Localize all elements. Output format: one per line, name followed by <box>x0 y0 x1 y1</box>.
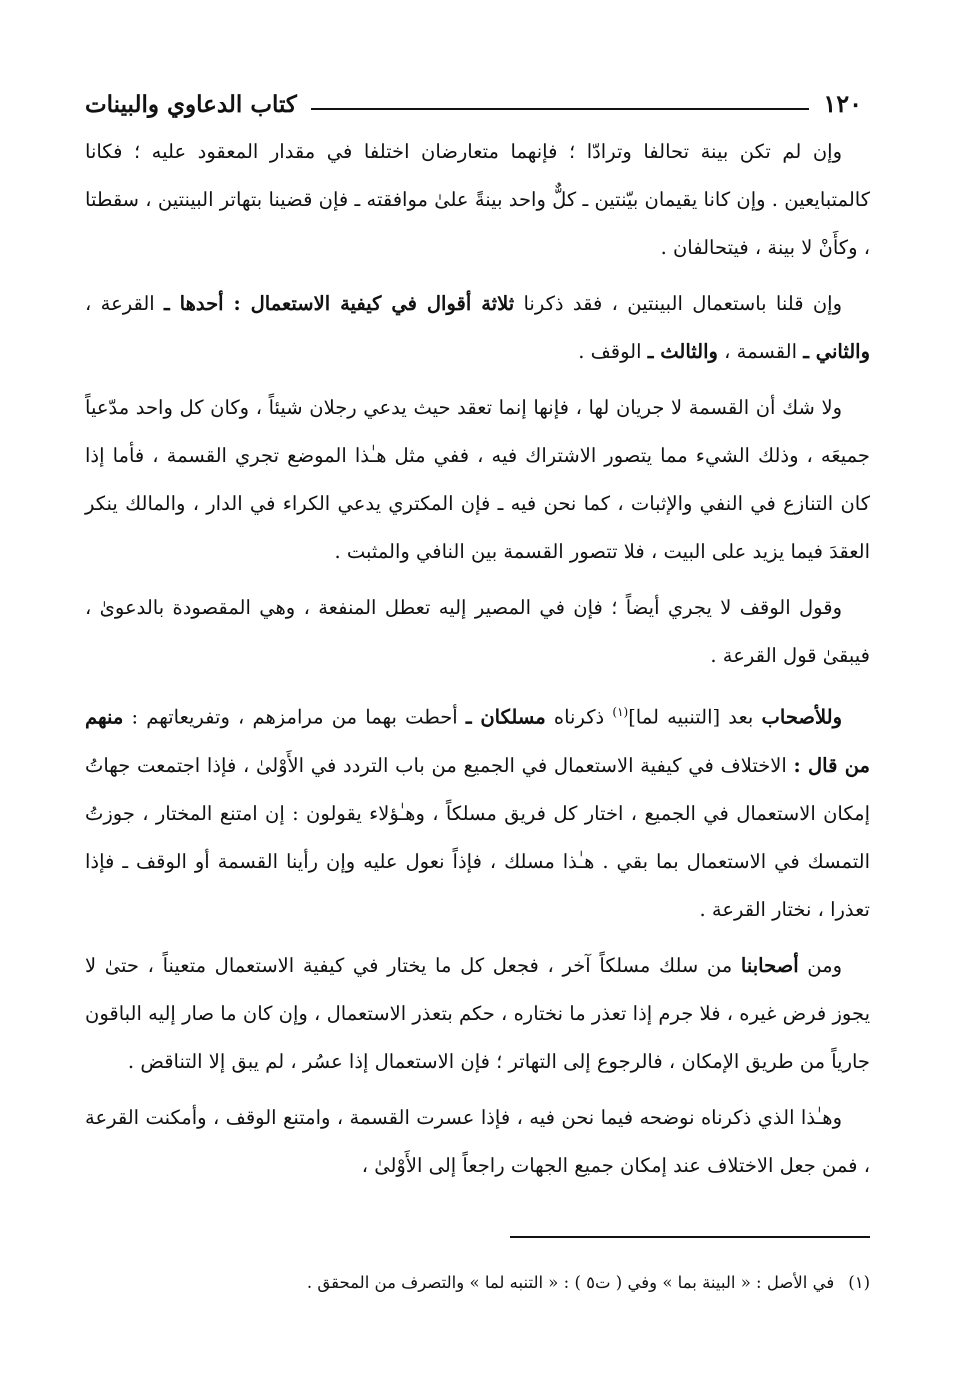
footnote-number: (١) <box>848 1273 870 1292</box>
page-header <box>85 78 870 122</box>
paragraph-5-text: الاختلاف في كيفية الاستعمال في الجميع من باب التردد في الأَوْلىٰ ، فإذا اجتمعت جهاتُ إمكان الاستعمال في الجميع ، اختار كل فريق مسلكاً ، وهـٰؤلاء يقولون : إن امتنع المختار ، جوزتُ التمسك في الاستعمال بما بقي . هـٰذا مسلك ، فإذاً نعول عليه وإن رأينا القسمة أو الوقف ـ فإذا تعذرا ، نختار القرعة . <box>85 753 870 921</box>
paragraph-4: وقول الوقف لا يجري أيضاً ؛ فإن في المصير إليه تعطل المنفعة ، وهي المقصودة بالدعوىٰ ، فيبقىٰ قول القرعة . <box>85 596 870 667</box>
paragraph-1: وإن لم تكن بينة تحالفا وترادّا ؛ فإنهما متعارضان اختلفا في مقدار المعقود عليه ؛ فكانا كالمتبايعين . وإن كانا يقيمان بيّنتين ـ كلٌّ واحد بينةً علىٰ موافقته ـ فإن قضينا بتهاتر البينتين ، سقطتا ، وكأَنْ لا بينة ، فيتحالفان . <box>85 140 870 259</box>
main-text <box>85 128 870 1190</box>
paragraph-3: ولا شك أن القسمة لا جريان لها ، فإنها إنما تعقد حيث يدعي رجلان شيئاً ، وكان كل واحد مدّعياً جميعَه ، وذلك الشيء مما يتصور الاشتراك فيه ، ففي مثل هـٰذا الموضع تجري القسمة ، فأما إذا كان التنازع في النفي والإثبات ، كما نحن فيه ـ فإن المكتري يدعي الكراء في الدار ، والمالك ينكر العقدَ فيما يزيد على البيت ، فلا تتصور القسمة بين النافي والمثبت . <box>85 396 870 563</box>
paragraph-5-bold-phrase: وللأصحاب <box>761 705 842 729</box>
header-rule <box>311 108 809 110</box>
paragraph-2-bold-phrase: ثلاثة أقوال في كيفية الاستعمال : أحدها ـ <box>164 292 515 315</box>
paragraph-6-text: ومن <box>798 953 843 977</box>
paragraph-5-text: أحطت بهما من مرامزهم ، وتفريعاتهم : <box>123 705 466 729</box>
footnote-reference[interactable]: (١) <box>612 705 629 719</box>
footnote-text: في الأصل : « البينة بما » وفي ( ت٥ ) : « التنبه لما » والتصرف من المحقق . <box>306 1273 835 1292</box>
paragraph-2-text: الوقف . <box>578 340 648 363</box>
paragraph-5-text: ذكرناه <box>545 705 613 729</box>
paragraph-2-text: القسمة ، <box>717 340 804 363</box>
book-page <box>85 78 870 1368</box>
paragraph-2-bold-phrase: والثالث ـ <box>647 340 718 363</box>
footnote <box>85 1268 870 1298</box>
running-title: كتاب الدعاوي والبينات <box>85 91 297 118</box>
paragraph-2-text: القرعة ، <box>85 292 165 315</box>
paragraph-5 <box>85 688 870 934</box>
paragraph-2 <box>85 280 870 376</box>
paragraph-7: وهـٰذا الذي ذكرناه نوضحه فيما نحن فيه ، فإذا عسرت القسمة ، وامتنع الوقف ، وأمكنت القرعة ، فمن جعل الاختلاف عند إمكان جميع الجهات راجعاً إلى الأَوْلىٰ ، <box>85 1105 870 1177</box>
paragraph-2-bold-phrase: والثاني ـ <box>803 340 870 363</box>
paragraph-5-bold-phrase: منهم من قال : <box>85 705 870 777</box>
paragraph-6-bold-phrase: أصحابنا <box>740 953 799 977</box>
paragraph-5-text: بعد [التنبيه لما] <box>628 705 762 729</box>
footnote-separator <box>510 1236 870 1238</box>
page-number: ١٢٠ <box>823 89 862 118</box>
paragraph-5-bold-phrase: مسلكان ـ <box>465 705 546 729</box>
paragraph-6-text: من سلك مسلكاً آخر ، فجعل كل ما يختار في كيفية الاستعمال متعيناً ، حتىٰ لا يجوز فرض غيره ، فلا جرم إذا تعذر ما نختاره ، حكم بتعذر الاستعمال ، وإن كان ما صار إليه الباقون جارياً من طريق الإمكان ، فالرجوع إلى التهاتر ؛ فإن الاستعمال إذا عسُر ، لم يبق إلا التناقض . <box>85 953 870 1073</box>
paragraph-6 <box>85 942 870 1086</box>
paragraph-2-text: وإن قلنا باستعمال البينتين ، فقد ذكرنا <box>514 292 842 315</box>
